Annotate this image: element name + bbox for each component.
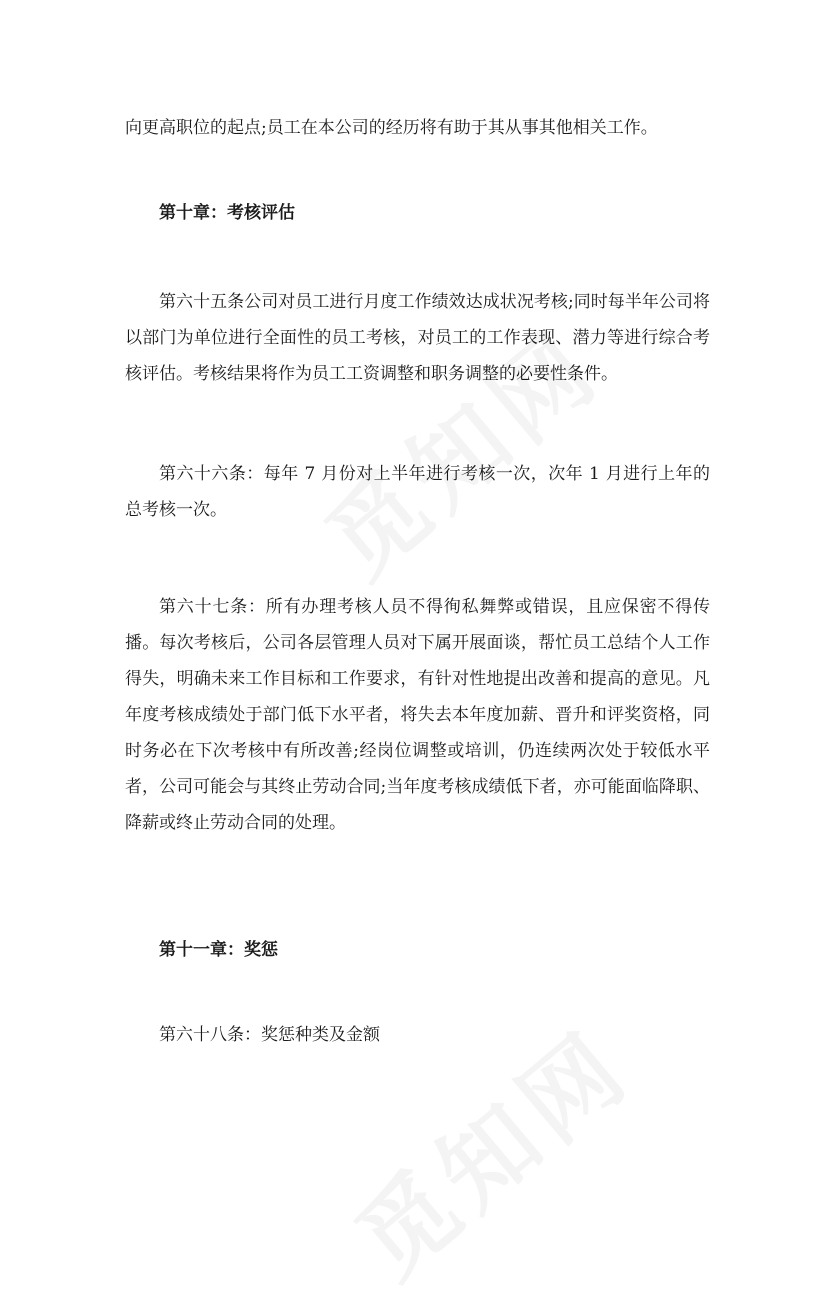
article-66-paragraph: 第六十六条：每年 7 月份对上半年进行考核一次，次年 1 月进行上年的总考核一次。 (125, 464, 710, 520)
article-67-paragraph: 第六十七条：所有办理考核人员不得徇私舞弊或错误，且应保密不得传播。每次考核后，公司各层管理人员对下属开展面谈，帮忙员工总结个人工作得失，明确未来工作目标和工作要求，有针对性地提出改善和提高的意见。凡年度考核成绩处于部门低下水平者，将失去本年度加薪、晋升和评奖资格，同时务必在下次考核中有所改善;经岗位调整或培训，仍连续两次处于较低水平者，公司可能会与其终止劳动合同;当年度考核成绩低下者，亦可能面临降职、降薪或终止劳动合同的处理。 (125, 597, 710, 833)
article-65-paragraph: 第六十五条公司对员工进行月度工作绩效达成状况考核;同时每半年公司将以部门为单位进行全面性的员工考核，对员工的工作表现、潜力等进行综合考核评估。考核结果将作为员工工资调整和职务调整的必要性条件。 (125, 292, 710, 384)
continuation-paragraph: 向更高职位的起点;员工在本公司的经历将有助于其从事其他相关工作。 (125, 118, 658, 138)
article-68-paragraph: 第六十八条：奖惩种类及金额 (159, 1025, 380, 1045)
chapter-11-heading: 第十一章：奖惩 (159, 940, 278, 960)
chapter-10-heading: 第十章：考核评估 (159, 203, 295, 223)
